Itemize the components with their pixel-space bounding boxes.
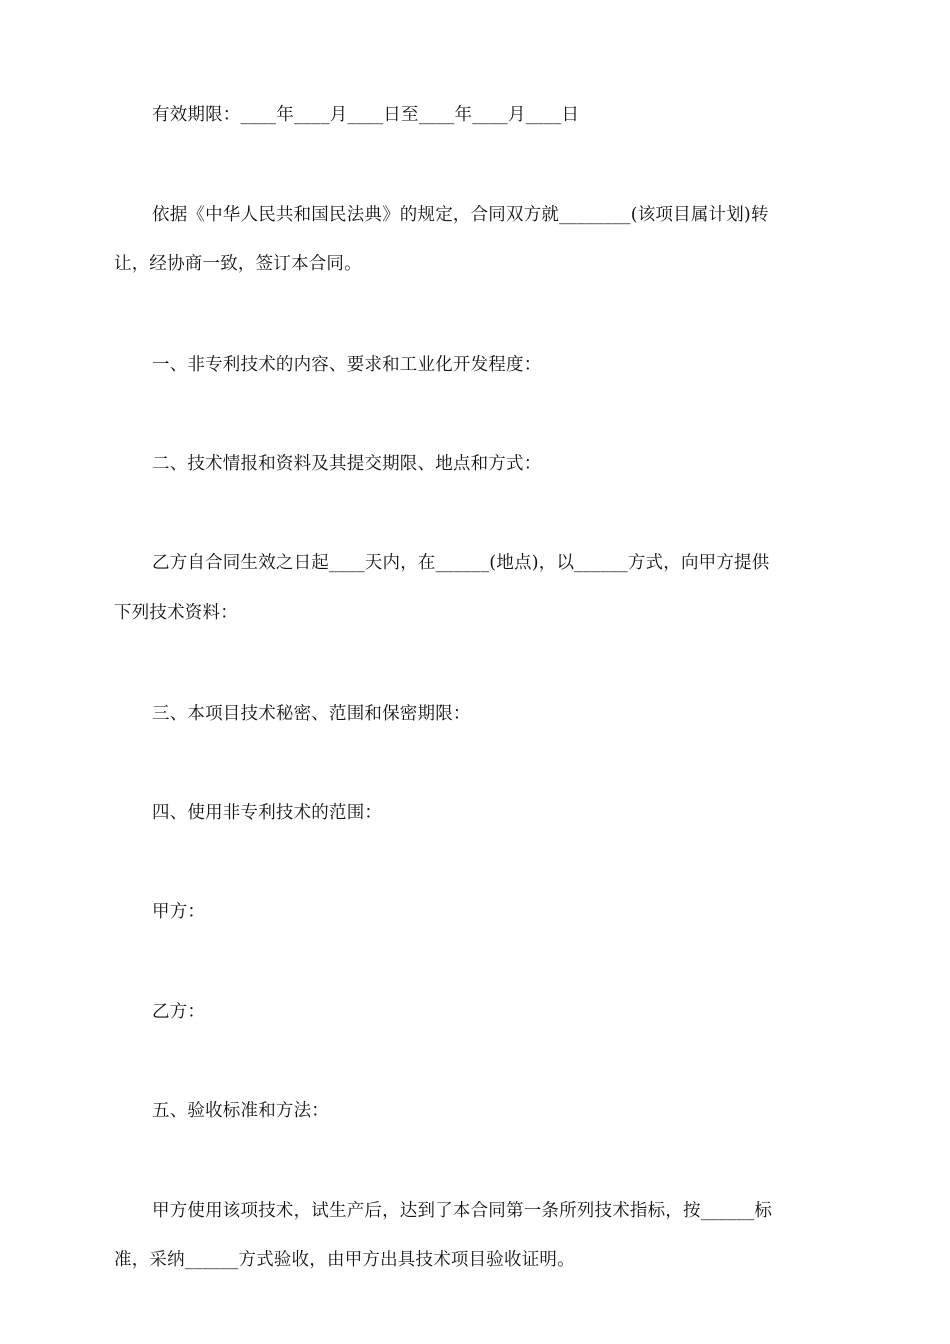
section-4-heading: 四、使用非专利技术的范围：	[152, 803, 383, 823]
section-1-heading: 一、非专利技术的内容、要求和工业化开发程度：	[152, 355, 542, 375]
validity-period-line: 有效期限：____年____月____日至____年____月____日	[152, 105, 580, 125]
delivery-paragraph-line-2: 下列技术资料：	[114, 603, 238, 623]
party-b-label: 乙方：	[152, 1002, 206, 1022]
acceptance-paragraph-line-1: 甲方使用该项技术，试生产后，达到了本合同第一条所列技术指标，按______标	[152, 1201, 773, 1221]
basis-paragraph-line-1: 依据《中华人民共和国民法典》的规定，合同双方就________(该项目属计划)转	[152, 205, 769, 225]
section-3-heading: 三、本项目技术秘密、范围和保密期限：	[152, 704, 471, 724]
basis-paragraph-line-2: 让，经协商一致，签订本合同。	[114, 254, 362, 274]
party-a-label: 甲方：	[152, 902, 206, 922]
section-2-heading: 二、技术情报和资料及其提交期限、地点和方式：	[152, 454, 542, 474]
acceptance-paragraph-line-2: 准，采纳______方式验收，由甲方出具技术项目验收证明。	[114, 1250, 575, 1270]
delivery-paragraph-line-1: 乙方自合同生效之日起____天内，在______(地点)，以______方式，向甲方提供	[152, 553, 770, 573]
section-5-heading: 五、验收标准和方法：	[152, 1101, 329, 1121]
